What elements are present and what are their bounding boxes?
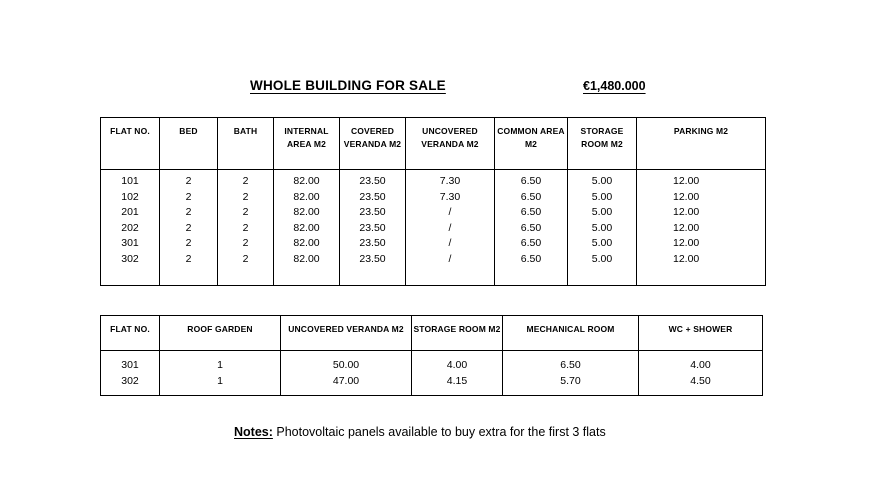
cell-covered-veranda: 23.50 xyxy=(340,205,406,221)
cell-flat-no: 302 xyxy=(101,374,160,396)
cell-uncovered-veranda: 7.30 xyxy=(406,170,495,190)
cell-storage-room: 5.00 xyxy=(568,205,637,221)
table2-body xyxy=(101,351,763,396)
cell-storage-room: 4.15 xyxy=(412,374,503,396)
column-header-bath xyxy=(218,118,274,170)
cell-bed: 2 xyxy=(160,236,218,252)
cell-covered-veranda: 23.50 xyxy=(340,170,406,190)
cell-uncovered-veranda: / xyxy=(406,236,495,252)
cell-internal-area: 82.00 xyxy=(274,236,340,252)
table2-header xyxy=(101,316,763,351)
spacer-cell xyxy=(160,267,218,286)
notes-label: Notes: xyxy=(234,425,273,439)
spacer-cell xyxy=(637,267,766,286)
cell-bed: 2 xyxy=(160,221,218,237)
cell-bath: 2 xyxy=(218,205,274,221)
table-row xyxy=(101,170,766,190)
cell-bed: 2 xyxy=(160,170,218,190)
column-header-common-area xyxy=(495,118,568,170)
column-header-mechanical-room xyxy=(503,316,639,351)
cell-storage-room: 5.00 xyxy=(568,221,637,237)
spacer-cell xyxy=(568,267,637,286)
table-row xyxy=(101,236,766,252)
cell-storage-room: 5.00 xyxy=(568,190,637,206)
cell-storage-room: 4.00 xyxy=(412,351,503,374)
cell-internal-area: 82.00 xyxy=(274,205,340,221)
cell-flat-no: 102 xyxy=(101,190,160,206)
cell-common-area: 6.50 xyxy=(495,221,568,237)
header-text: BATH xyxy=(233,126,258,136)
header-text: WC + SHOWER xyxy=(668,324,733,334)
column-header-wc-shower xyxy=(639,316,763,351)
penthouse-extras-table xyxy=(100,315,763,396)
cell-flat-no: 302 xyxy=(101,252,160,268)
cell-roof-garden: 1 xyxy=(160,374,281,396)
table2-header-row xyxy=(101,316,763,351)
cell-parking: 12.00 xyxy=(637,252,766,268)
cell-common-area: 6.50 xyxy=(495,170,568,190)
cell-storage-room: 5.00 xyxy=(568,170,637,190)
header-text: UNCOVERED VERANDA M2 xyxy=(421,126,479,149)
table-row xyxy=(101,351,763,374)
header-text: STORAGE ROOM M2 xyxy=(413,324,501,334)
cell-common-area: 6.50 xyxy=(495,205,568,221)
cell-common-area: 6.50 xyxy=(495,236,568,252)
cell-bed: 2 xyxy=(160,190,218,206)
table-row xyxy=(101,221,766,237)
cell-uncovered-veranda: / xyxy=(406,221,495,237)
spacer-cell xyxy=(218,267,274,286)
cell-parking: 12.00 xyxy=(637,221,766,237)
spacer-cell xyxy=(101,267,160,286)
table1-body xyxy=(101,170,766,286)
cell-uncovered-veranda: 50.00 xyxy=(281,351,412,374)
cell-uncovered-veranda: 47.00 xyxy=(281,374,412,396)
table-spacer-row xyxy=(101,267,766,286)
cell-internal-area: 82.00 xyxy=(274,170,340,190)
header-text: COMMON AREA M2 xyxy=(497,126,565,149)
cell-covered-veranda: 23.50 xyxy=(340,190,406,206)
cell-bath: 2 xyxy=(218,252,274,268)
column-header-flat-no xyxy=(101,118,160,170)
cell-parking: 12.00 xyxy=(637,236,766,252)
cell-flat-no: 202 xyxy=(101,221,160,237)
cell-flat-no: 101 xyxy=(101,170,160,190)
cell-bath: 2 xyxy=(218,170,274,190)
header-text: COVERED VERANDA M2 xyxy=(343,126,402,149)
cell-storage-room: 5.00 xyxy=(568,252,637,268)
page-title: WHOLE BUILDING FOR SALE xyxy=(250,78,446,93)
cell-bed: 2 xyxy=(160,205,218,221)
cell-bath: 2 xyxy=(218,236,274,252)
column-header-uncovered-veranda xyxy=(406,118,495,170)
cell-flat-no: 201 xyxy=(101,205,160,221)
cell-uncovered-veranda: 7.30 xyxy=(406,190,495,206)
header-text: FLAT NO. xyxy=(110,126,150,136)
spacer-cell xyxy=(340,267,406,286)
table-row xyxy=(101,190,766,206)
column-header-storage-room xyxy=(412,316,503,351)
cell-wc-shower: 4.00 xyxy=(639,351,763,374)
spacer-cell xyxy=(274,267,340,286)
cell-uncovered-veranda: / xyxy=(406,252,495,268)
cell-internal-area: 82.00 xyxy=(274,221,340,237)
cell-internal-area: 82.00 xyxy=(274,190,340,206)
table1-header-row xyxy=(101,118,766,170)
notes-body: Photovoltaic panels available to buy extra for the first 3 flats xyxy=(276,425,606,439)
header-text: UNCOVERED VERANDA M2 xyxy=(288,324,404,334)
cell-parking: 12.00 xyxy=(637,205,766,221)
header-text: FLAT NO. xyxy=(110,324,150,334)
cell-storage-room: 5.00 xyxy=(568,236,637,252)
column-header-parking xyxy=(637,118,766,170)
header-text: BED xyxy=(179,126,198,136)
table-row xyxy=(101,374,763,396)
column-header-storage-room xyxy=(568,118,637,170)
cell-mechanical-room: 5.70 xyxy=(503,374,639,396)
header-text: MECHANICAL ROOM xyxy=(526,324,615,334)
header-text: ROOF GARDEN xyxy=(187,324,253,334)
cell-covered-veranda: 23.50 xyxy=(340,236,406,252)
title-row xyxy=(100,78,756,98)
spacer-cell xyxy=(406,267,495,286)
cell-bath: 2 xyxy=(218,221,274,237)
column-header-covered-veranda xyxy=(340,118,406,170)
column-header-roof-garden xyxy=(160,316,281,351)
cell-common-area: 6.50 xyxy=(495,190,568,206)
cell-uncovered-veranda: / xyxy=(406,205,495,221)
spacer-cell xyxy=(495,267,568,286)
column-header-uncovered-veranda xyxy=(281,316,412,351)
cell-internal-area: 82.00 xyxy=(274,252,340,268)
header-text: INTERNAL AREA M2 xyxy=(284,126,329,149)
flats-specification-table xyxy=(100,117,766,286)
cell-flat-no: 301 xyxy=(101,236,160,252)
cell-mechanical-room: 6.50 xyxy=(503,351,639,374)
cell-bath: 2 xyxy=(218,190,274,206)
cell-parking: 12.00 xyxy=(637,190,766,206)
cell-roof-garden: 1 xyxy=(160,351,281,374)
cell-common-area: 6.50 xyxy=(495,252,568,268)
table-row xyxy=(101,205,766,221)
table1-header xyxy=(101,118,766,170)
notes-line xyxy=(234,424,606,440)
cell-flat-no: 301 xyxy=(101,351,160,374)
table-row xyxy=(101,252,766,268)
column-header-internal-area xyxy=(274,118,340,170)
cell-covered-veranda: 23.50 xyxy=(340,221,406,237)
asking-price: €1,480.000 xyxy=(583,79,646,93)
column-header-flat-no xyxy=(101,316,160,351)
cell-wc-shower: 4.50 xyxy=(639,374,763,396)
cell-bed: 2 xyxy=(160,252,218,268)
column-header-bed xyxy=(160,118,218,170)
header-text: PARKING M2 xyxy=(673,126,729,136)
cell-covered-veranda: 23.50 xyxy=(340,252,406,268)
header-text: STORAGE ROOM M2 xyxy=(580,126,624,149)
cell-parking: 12.00 xyxy=(637,170,766,190)
